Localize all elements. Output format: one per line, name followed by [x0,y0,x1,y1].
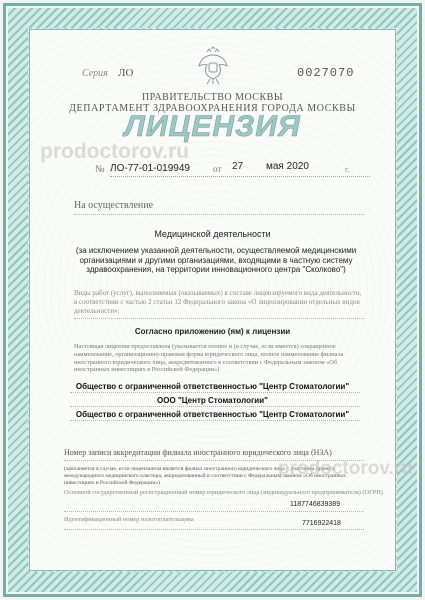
document-title: ЛИЦЕНЗИЯ [124,110,301,143]
organization-full-name: Общество с ограниченной ответственностью "Центр Стоматологии" [75,382,350,391]
date-month-year: мая 2020 [266,161,309,172]
serial-number: 0027070 [297,66,355,80]
issuer-government: ПРАВИТЕЛЬСТВО МОСКВЫ [141,92,284,103]
ogrn-label: Основной государственный регистрационный номер юридического лица (индивидуального предпринимателя) (ОГРН) [64,489,383,496]
date-day: 27 [232,161,244,172]
eagle-emblem-icon [197,46,229,86]
issued-to-description: Настоящая лицензия предоставлена (указывается полное и (в случае, если имеется) сокращенное наименование, организационно-правовая форма юридического лица, полное наименование филиала иностранного юридического лица, аккредитованного в соответствии с Федеральным законом «Об иностранных инвестициях в Российской Федерации») [74,343,344,374]
license-number: ЛО-77-01-019949 [110,163,190,174]
ogrn-value: 1187746839389 [290,501,341,508]
works-description: Виды работ (услуг), выполняемых (оказываемых) в составе лицензируемого вида деятельности, в соответствии с частью 2 статьи 12 Федерального закона «О лицензировании отдельных видов деятельности»: [74,289,362,315]
accreditation-note: (заполняется в случае, если лицензиатом является филиал иностранного юридического лица – участника проекта международного медицинского кластера, аккредитованный в соответствии с Федеральным законом «Об иностранных инвестициях в Российской Федерации») [64,466,346,486]
issuer-department: ДЕПАРТАМЕНТ ЗДРАВООХРАНЕНИЯ ГОРОДА МОСКВЫ [69,103,356,114]
accreditation-label: Номер записи аккредитации филиала иностранного юридического лица (НЗА) [64,448,332,457]
org-rule-1 [70,392,360,394]
date-prefix: от [213,164,222,174]
watermark-bottom: prodoctorov.ru [278,458,413,479]
date-suffix: г. [345,165,350,174]
inn-value: 7716922418 [302,520,341,527]
activity-type: Медицинской деятельности [154,229,271,239]
org-rule-2 [70,406,360,408]
serial-code: ЛО [118,67,134,79]
number-label: № [95,164,105,175]
inn-rule [64,529,364,531]
serial-label: Серия [82,68,108,79]
inn-label: Идентификационный номер налогоплательщика [64,516,194,523]
organization-short-name: ООО "Центр Стоматологии" [157,396,268,405]
date-underline [110,176,370,178]
watermark-top: prodoctorov.ru [40,140,189,163]
ogrn-rule [64,511,364,513]
activity-rule [74,214,364,216]
activity-label: На осуществление [74,200,154,211]
works-rule [74,318,364,320]
organization-full-name-repeat: Общество с ограниченной ответственностью "Центр Стоматологии" [75,410,350,419]
activity-exclusion: (за исключением указанной деятельности, осуществляемой медицинскими организациями и другими организациями, входящими в частную систему здравоохранения, на территории инновационного центра "Сколково") [75,246,357,274]
org-rule-3 [70,420,360,422]
annex-reference: Согласно приложению (ям) к лицензии [134,327,291,336]
